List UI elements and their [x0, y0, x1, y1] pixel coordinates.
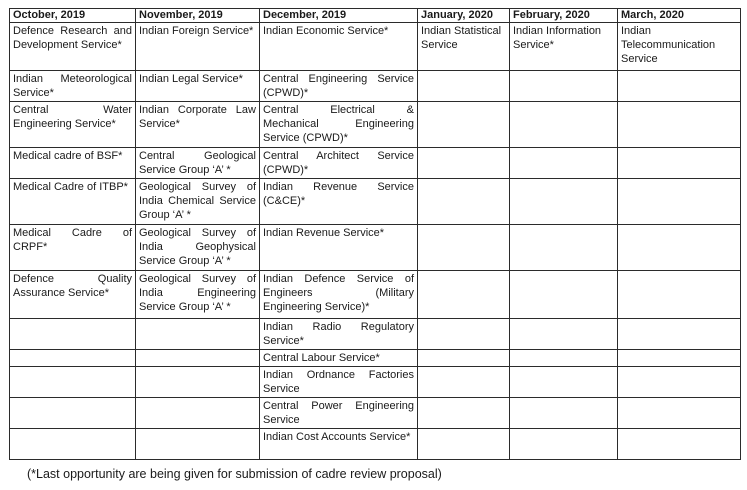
- table-cell: [418, 350, 510, 367]
- table-cell: Indian Revenue Service*: [260, 225, 418, 271]
- cadre-review-schedule-table: [9, 8, 741, 460]
- table-cell: Indian Economic Service*: [260, 23, 418, 71]
- table-cell: [418, 429, 510, 460]
- table-cell: [10, 367, 136, 398]
- table-cell: Indian Revenue Service (C&CE)*: [260, 179, 418, 225]
- table-cell: Indian Corporate Law Service*: [136, 102, 260, 148]
- table-row: [10, 148, 741, 179]
- table-cell: Medical Cadre of CRPF*: [10, 225, 136, 271]
- table-cell: [418, 319, 510, 350]
- table-cell: Geological Survey of India Chemical Service Group ‘A’ *: [136, 179, 260, 225]
- table-cell: [136, 367, 260, 398]
- table-cell: [618, 319, 741, 350]
- column-header-january-2020: January, 2020: [418, 9, 510, 23]
- table-cell: [510, 179, 618, 225]
- table-cell: [618, 179, 741, 225]
- table-cell: [510, 271, 618, 319]
- table-cell: [136, 350, 260, 367]
- table-cell: [618, 71, 741, 102]
- table-row: [10, 71, 741, 102]
- table-cell: Geological Survey of India Engineering Service Group ‘A’ *: [136, 271, 260, 319]
- table-cell: [418, 271, 510, 319]
- column-header-october-2019: October, 2019: [10, 9, 136, 23]
- table-row: [10, 429, 741, 460]
- table-cell: Medical Cadre of ITBP*: [10, 179, 136, 225]
- table-cell: [418, 367, 510, 398]
- table-row: [10, 23, 741, 71]
- table-cell: [10, 319, 136, 350]
- column-header-march-2020: March, 2020: [618, 9, 741, 23]
- table-cell: [510, 350, 618, 367]
- table-cell: Indian Foreign Service*: [136, 23, 260, 71]
- table-cell: Medical cadre of BSF*: [10, 148, 136, 179]
- table-cell: [418, 398, 510, 429]
- table-cell: Central Electrical & Mechanical Engineering Service (CPWD)*: [260, 102, 418, 148]
- table-cell: [136, 429, 260, 460]
- table-cell: [510, 429, 618, 460]
- table-cell: Geological Survey of India Geophysical Service Group ‘A’ *: [136, 225, 260, 271]
- table-cell: [10, 398, 136, 429]
- table-row: [10, 367, 741, 398]
- table-row: [10, 102, 741, 148]
- table-row: [10, 398, 741, 429]
- table-row: [10, 179, 741, 225]
- table-cell: Indian Defence Service of Engineers (Military Engineering Service)*: [260, 271, 418, 319]
- table-cell: [510, 319, 618, 350]
- table-cell: [618, 429, 741, 460]
- table-cell: [510, 398, 618, 429]
- table-cell: [618, 271, 741, 319]
- table-cell: [418, 148, 510, 179]
- table-cell: [510, 225, 618, 271]
- table-cell: Central Labour Service*: [260, 350, 418, 367]
- column-header-november-2019: November, 2019: [136, 9, 260, 23]
- table-cell: [418, 71, 510, 102]
- table-cell: Defence Quality Assurance Service*: [10, 271, 136, 319]
- table-cell: Indian Legal Service*: [136, 71, 260, 102]
- table-cell: Central Water Engineering Service*: [10, 102, 136, 148]
- footnote: (*Last opportunity are being given for submission of cadre review proposal): [27, 467, 442, 481]
- table-cell: Defence Research and Development Service*: [10, 23, 136, 71]
- table-cell: Central Engineering Service (CPWD)*: [260, 71, 418, 102]
- table-header: [10, 9, 741, 23]
- header-row: [10, 9, 741, 23]
- table-cell: [618, 350, 741, 367]
- table-row: [10, 225, 741, 271]
- table-cell: Indian Telecommunication Service: [618, 23, 741, 71]
- table-cell: [418, 179, 510, 225]
- table-cell: [618, 367, 741, 398]
- table-cell: [418, 102, 510, 148]
- table-cell: Indian Statistical Service: [418, 23, 510, 71]
- table-row: [10, 271, 741, 319]
- table-cell: [136, 398, 260, 429]
- table-cell: [136, 319, 260, 350]
- table-row: [10, 319, 741, 350]
- table-cell: [618, 398, 741, 429]
- table-cell: [618, 225, 741, 271]
- table-cell: Indian Ordnance Factories Service: [260, 367, 418, 398]
- table-cell: [10, 429, 136, 460]
- table-cell: Indian Radio Regulatory Service*: [260, 319, 418, 350]
- table-cell: Indian Information Service*: [510, 23, 618, 71]
- table-cell: [10, 350, 136, 367]
- column-header-december-2019: December, 2019: [260, 9, 418, 23]
- column-header-february-2020: February, 2020: [510, 9, 618, 23]
- table-cell: Central Power Engineering Service: [260, 398, 418, 429]
- table-cell: [510, 148, 618, 179]
- table-cell: Indian Meteorological Service*: [10, 71, 136, 102]
- table-cell: [510, 367, 618, 398]
- table-cell: [618, 102, 741, 148]
- table-cell: Central Architect Service (CPWD)*: [260, 148, 418, 179]
- table-cell: Central Geological Service Group ‘A’ *: [136, 148, 260, 179]
- table-cell: Indian Cost Accounts Service*: [260, 429, 418, 460]
- table-row: [10, 350, 741, 367]
- table-cell: [510, 71, 618, 102]
- table-body: [10, 23, 741, 460]
- table-cell: [510, 102, 618, 148]
- table-cell: [618, 148, 741, 179]
- table-cell: [418, 225, 510, 271]
